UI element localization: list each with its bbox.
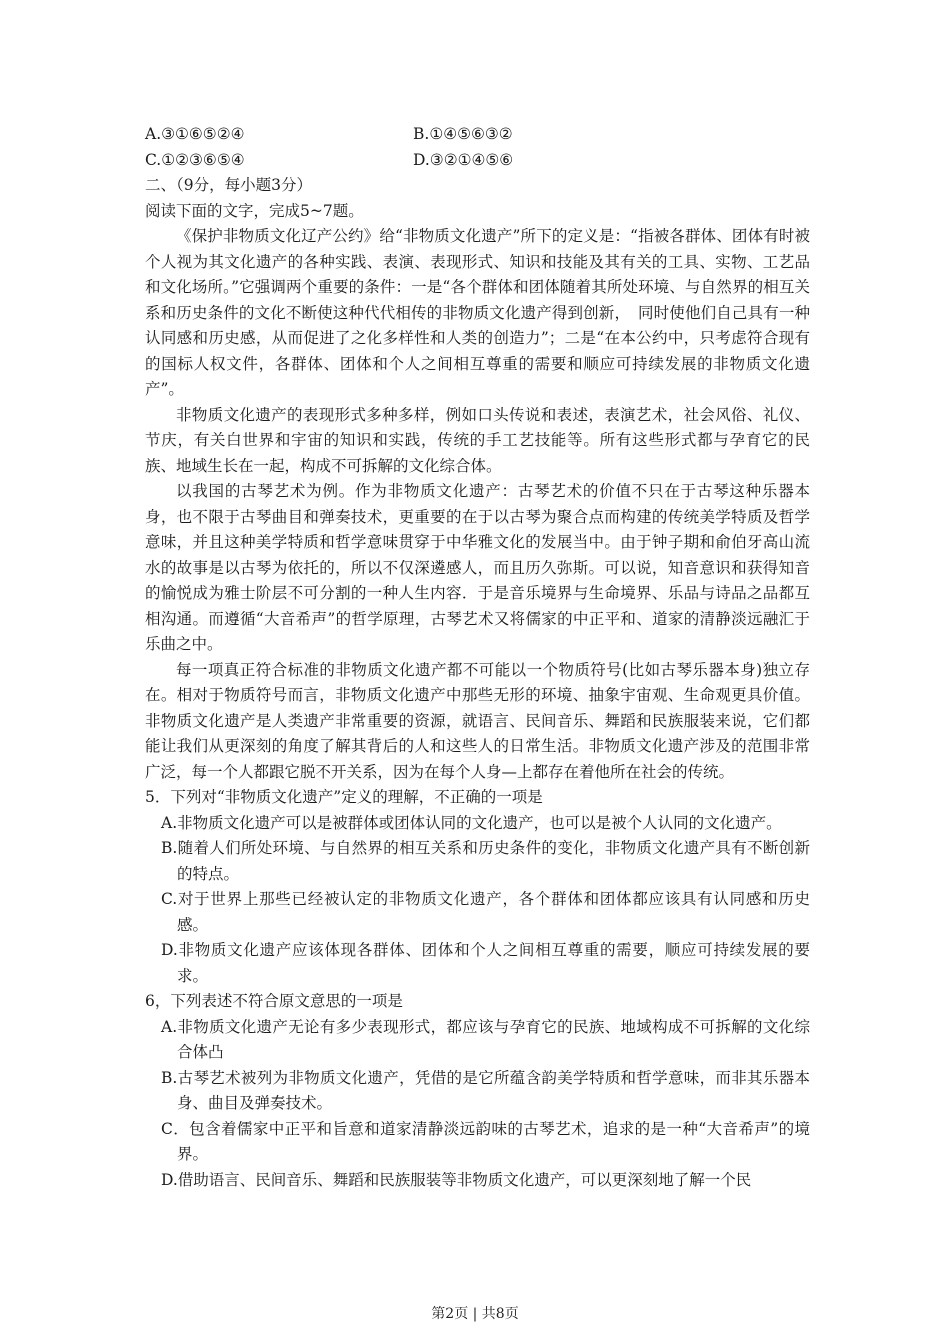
q4-option-d: D.③②①④⑤⑥ <box>413 150 514 169</box>
passage-paragraph-1: 《保护非物质文化辽产公约》给“非物质文化遗产”所下的定义是：“指被各群体、团体有时被个人视为其文化遗产的各种实践、表演、表现形式、知识和技能及其有关的工具、实物、工艺品和文化场所。”它强调两个重要的条件：一是“各个群体和团体随着其所处环境、与自然界的相互关系和历史条件的文化不断使这种代代相传的非物质文化遗产得到创新， 同时使他们自己具有一种认同感和历史感，从而促进了之化多样性和人类的创造力”；二是“在本公约中，只考虑符合现有的国标人权文件，各群体、团体和个人之间相互尊重的需要和顺应可持续发展的非物质文化遗产”。 <box>145 227 810 398</box>
question-5-stem: 5．下列对“非物质文化遗产”定义的理解，不正确的一项是 <box>145 788 543 806</box>
question-5-choice-a: A.非物质文化遗产可以是被群体或团体认同的文化遗产，也可以是被个人认同的文化遗产。 <box>161 813 782 832</box>
question-6-choice-d: D.借助语言、民间音乐、舞蹈和民族服装等非物质文化遗产，可以更深刻地了解一个民 <box>161 1170 752 1189</box>
passage-paragraph-2: 非物质文化遗产的表现形式多种多样，例如口头传说和表述，表演艺术，社会风俗、礼仪、节庆，有关白世界和宇宙的知识和实践，传统的手工艺技能等。所有这些形式都与孕育它的民族、地域生长在一起，构成不可拆解的文化综合体。 <box>145 405 810 475</box>
q4-option-c: C.①②③⑥⑤④ <box>145 150 245 169</box>
section-heading: 二、（9分，每小题3分） <box>145 176 312 194</box>
page-footer: 第2页 | 共8页 <box>431 1306 519 1322</box>
question-6-choice-a: A.非物质文化遗产无论有多少表现形式，都应该与孕育它的民族、地域构成不可拆解的文化综合体凸 <box>161 1017 810 1061</box>
page-content <box>145 122 810 1193</box>
section-instruction: 阅读下面的文字，完成5~7题。 <box>145 201 364 220</box>
q4-options-row-2 <box>145 148 810 174</box>
passage-paragraph-3: 以我国的古琴艺术为例。作为非物质文化遗产：古琴艺术的价值不只在于古琴这种乐器本身，也不限于古琴曲目和弹奏技术，更重要的在于以古琴为聚合点而构建的传统美学特质及哲学意味，并且这种美学特质和哲学意味贯穿于中华雅文化的发展当中。由于钟子期和俞伯牙高山流水的故事是以古琴为依托的，所以不仅深遴感人，而且历久弥斯。可以说，知音意识和获得知音的愉悦成为雅士阶层不可分割的一种人生内容．于是音乐境界与生命境界、乐品与诗品之品都互相沟通。而遵循“大音希声”的哲学原理，古琴艺术又将儒家的中正平和、道家的清静淡远融汇于乐曲之中。 <box>145 482 810 653</box>
question-5-choice-c: C.对于世界上那些已经被认定的非物质文化遗产，各个群体和团体都应该具有认同感和历史感。 <box>161 890 810 934</box>
q4-option-b: B.①④⑤⑥③② <box>413 125 513 143</box>
question-5-choice-b: B.随着人们所处环境、与自然界的相互关系和历史条件的变化，非物质文化遗产具有不断创新的特点。 <box>161 839 810 883</box>
passage-paragraph-4: 每一项真正符合标准的非物质文化遗产都不可能以一个物质符号(比如古琴乐器本身)独立存在。相对于物质符号而言，非物质文化遗产中那些无形的环境、抽象宇宙观、生命观更具价值。非物质文化遗产是人类遗产非常重要的资源，就语言、民间音乐、舞蹈和民族服装来说，它们都能让我们从更深刻的角度了解其背后的人和这些人的日常生活。非物质文化遗产涉及的范围非常广泛，每一个人都跟它脱不开关系，因为在每个人身—上都存在着他所在社会的传统。 <box>145 660 810 781</box>
q4-option-a: A.③①⑥⑤②④ <box>145 125 245 143</box>
question-6-choice-b: B.古琴艺术被列为非物质文化遗产，凭借的是它所蕴含韵美学特质和哲学意味，而非其乐器本身、曲目及弹奏技术。 <box>161 1068 810 1112</box>
question-5-choice-d: D.非物质文化遗产应该体现各群体、团体和个人之间相互尊重的需要，顺应可持续发展的要求。 <box>161 941 810 985</box>
question-6-choice-c: C．包含着儒家中正平和旨意和道家清静淡远韵味的古琴艺术，追求的是一种“大音希声”的境界。 <box>161 1119 810 1163</box>
question-6-stem: 6，下列表述不符合原文意思的一项是 <box>145 992 403 1010</box>
q4-options-row-1 <box>145 122 810 148</box>
